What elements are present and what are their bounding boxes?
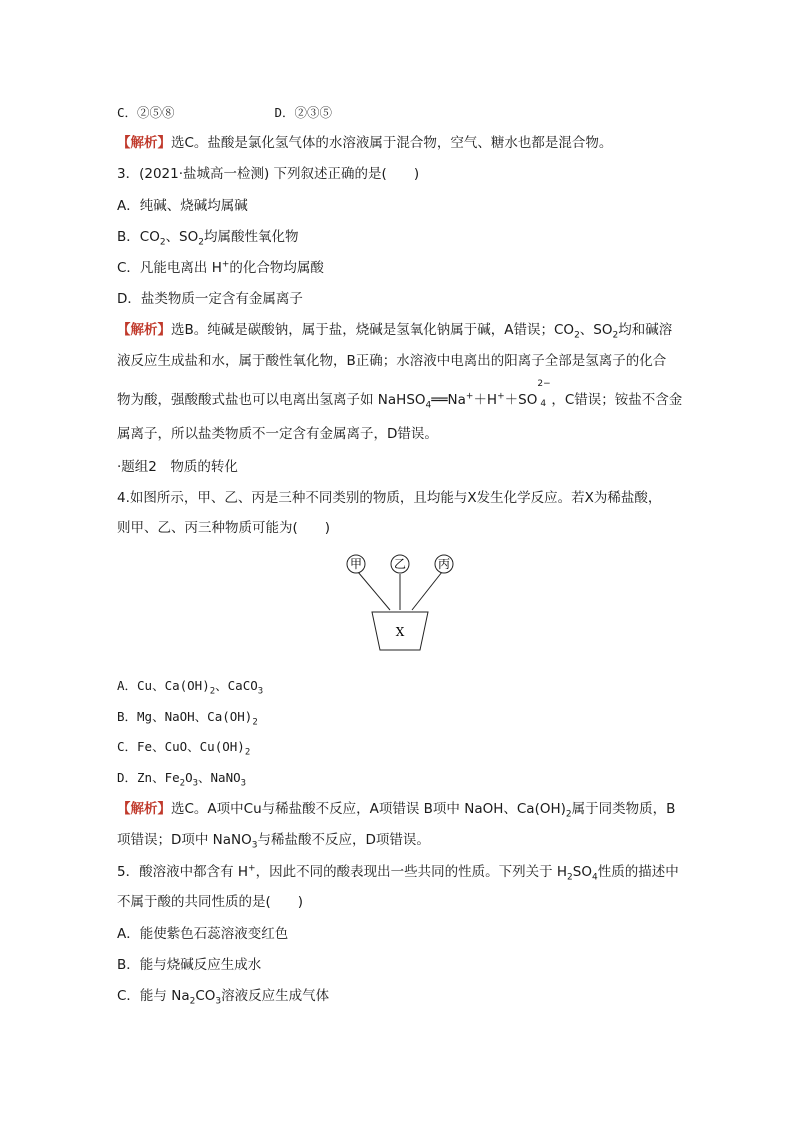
q3-analysis-line-1: 【解析】选B。纯碱是碳酸钠，属于盐，烧碱是氢氧化钠属于碱，A错误；$CO_2$、$SO_2$均和碱溶	[117, 322, 673, 341]
q3-analysis-line-3: 物为酸，强酸酸式盐也可以电离出氢离子如 NaHSO$_4$══Na+＋H+＋SO 2− 4 ，C错误；铵盐不含金	[117, 379, 683, 411]
circle-jia	[347, 555, 365, 573]
q5-option-b: B．能与烧碱反应生成水	[117, 957, 262, 973]
svg-text:乙: 乙	[393, 557, 407, 571]
analysis-tag: 【解析】	[117, 135, 171, 151]
q3-option-a: A．纯碱、烧碱均属碱	[117, 198, 248, 214]
svg-text:X: X	[395, 625, 405, 639]
beaker-x	[372, 612, 428, 650]
q3-option-d: D．盐类物质一定含有金属离子	[117, 291, 303, 307]
q4-analysis-line-2: 项错误；D项中 NaNO$_3$与稀盐酸不反应，D项错误。	[117, 832, 430, 851]
q2-analysis-text: 选C。盐酸是氯化氢气体的水溶液属于混合物，空气、糖水也都是混合物。	[171, 135, 613, 151]
q5-stem-line-2: 不属于酸的共同性质的是( )	[117, 894, 304, 910]
q4-analysis-line-1: 【解析】选C。A项中Cu与稀盐酸不反应，A项错误 B项中 NaOH、$Ca(OH)_2$属于同类物质，B	[117, 801, 676, 820]
q2-option-d: D．②③⑤	[274, 105, 333, 120]
svg-text:甲: 甲	[349, 557, 363, 571]
circle-yi	[391, 555, 409, 573]
q4-stem-line-1: 4.如图所示，甲、乙、丙是三种不同类别的物质，且均能与X发生化学反应。若X为稀盐酸，	[117, 490, 662, 506]
svg-text:丙: 丙	[437, 557, 451, 571]
circle-bing	[435, 555, 453, 573]
q4-option-d: D．Zn、$Fe_2O_3$、NaNO$_3$	[117, 770, 247, 789]
q4-option-c: C．Fe、CuO、$Cu(OH)_2$	[117, 739, 251, 758]
analysis-tag: 【解析】	[117, 801, 171, 817]
q2-options-row	[117, 103, 332, 123]
q3-option-c: C．凡能电离出 H+的化合物均属酸	[117, 259, 324, 276]
q5-stem-line-1: 5．酸溶液中都含有 H+，因此不同的酸表现出一些共同的性质。下列关于 $H_2SO_4$性质的描述中	[117, 863, 679, 883]
q2-analysis	[117, 133, 612, 153]
q4-stem-line-2: 则甲、乙、丙三种物质可能为( )	[117, 520, 331, 536]
q4-option-b: B．Mg、NaOH、$Ca(OH)_2$	[117, 709, 258, 728]
q3-stem: 3．(2021·盐城高一检测) 下列叙述正确的是( )	[117, 166, 420, 182]
q2-option-c: C．②⑤⑧	[117, 105, 175, 120]
analysis-tag: 【解析】	[117, 322, 171, 338]
reaction-diagram	[330, 550, 470, 660]
q4-option-a: A．Cu、$Ca(OH)_2$、CaCO$_3$	[117, 678, 264, 697]
q5-option-a: A．能使紫色石蕊溶液变红色	[117, 926, 289, 942]
q3-analysis-line-2: 液反应生成盐和水，属于酸性氧化物，B正确；水溶液中电离出的阳离子全部是氢离子的化合	[117, 353, 667, 369]
q5-option-c: C．能与 $Na_2CO_3$溶液反应生成气体	[117, 988, 330, 1007]
q3-option-b: B．$CO_2$、$SO_2$均属酸性氧化物	[117, 229, 299, 248]
group-heading: ·题组2 物质的转化	[117, 459, 238, 475]
q3-analysis-line-4: 属离子，所以盐类物质不一定含有金属离子，D错误。	[117, 426, 438, 442]
